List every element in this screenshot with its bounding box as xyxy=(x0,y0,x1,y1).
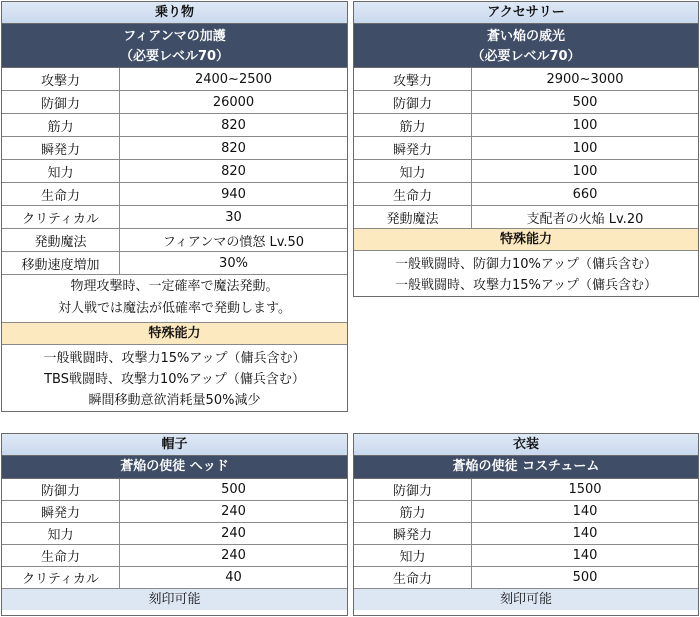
stat-label: クリティカル xyxy=(2,567,120,589)
stat-label: 筋力 xyxy=(354,114,472,137)
accessory-category-header: アクセサリー xyxy=(354,2,698,24)
special-line: 一般戦闘時、攻撃力15%アップ（傭兵含む） xyxy=(43,351,306,366)
ride-note-line: 対人戦では魔法が低確率で発動します。 xyxy=(58,301,291,316)
stat-label: 生命力 xyxy=(354,183,472,206)
costume-category-header: 衣装 xyxy=(354,434,698,456)
stat-value: 100 xyxy=(472,114,699,137)
stat-label: 筋力 xyxy=(2,114,120,137)
stat-value: 140 xyxy=(472,523,699,545)
stat-value: 820 xyxy=(120,114,348,137)
stat-value: 100 xyxy=(472,160,699,183)
special-line: 一般戦闘時、防御力10%アップ（傭兵含む） xyxy=(395,257,657,272)
stat-value: 240 xyxy=(120,501,348,523)
hat-item-name: 蒼焔の使徒 ヘッド xyxy=(2,456,347,479)
stat-value: 100 xyxy=(472,137,699,160)
stat-value: 240 xyxy=(120,545,348,567)
stat-label: 発動魔法 xyxy=(354,206,472,229)
stat-value: 支配者の火焔 Lv.20 xyxy=(472,206,699,229)
stat-label: 攻撃力 xyxy=(2,68,120,91)
stat-row xyxy=(354,91,698,114)
stat-label: 知力 xyxy=(2,160,120,183)
ride-special-header: 特殊能力 xyxy=(2,323,347,345)
costume-item-name: 蒼焔の使徒 コスチューム xyxy=(354,456,698,479)
stat-row xyxy=(354,68,698,91)
stat-row xyxy=(2,68,347,91)
accessory-item-name xyxy=(354,24,698,68)
stat-row xyxy=(2,523,347,545)
stat-value: フィアンマの憤怒 Lv.50 xyxy=(120,229,348,252)
stat-value: 500 xyxy=(120,479,348,501)
stat-row xyxy=(2,183,347,206)
stat-label: 瞬発力 xyxy=(2,137,120,160)
stat-value: 1500 xyxy=(472,479,699,501)
stat-value: 140 xyxy=(472,501,699,523)
stat-row xyxy=(2,479,347,501)
stat-row xyxy=(354,567,698,589)
accessory-special-body xyxy=(354,251,698,296)
stat-row xyxy=(2,229,347,252)
stat-value: 140 xyxy=(472,545,699,567)
stat-label: 筋力 xyxy=(354,501,472,523)
ride-special-body xyxy=(2,345,347,411)
stat-row xyxy=(2,206,347,229)
accessory-panel xyxy=(353,1,699,297)
accessory-item-name-line2: （必要レベル70） xyxy=(471,49,581,64)
stat-label: 防御力 xyxy=(354,479,472,501)
stat-row xyxy=(2,114,347,137)
stat-value: 30% xyxy=(120,252,348,275)
accessory-special-header: 特殊能力 xyxy=(354,229,698,251)
stat-label: 発動魔法 xyxy=(2,229,120,252)
stat-row xyxy=(354,206,698,229)
stat-value: 30 xyxy=(120,206,348,229)
costume-stats-table xyxy=(354,479,698,589)
stat-row xyxy=(354,501,698,523)
stat-value: 940 xyxy=(120,183,348,206)
stat-value: 2900~3000 xyxy=(472,68,699,91)
stat-label: 攻撃力 xyxy=(354,68,472,91)
stat-row xyxy=(2,545,347,567)
ride-category-header: 乗り物 xyxy=(2,2,347,24)
stat-value: 660 xyxy=(472,183,699,206)
stat-row xyxy=(354,183,698,206)
stat-value: 500 xyxy=(472,91,699,114)
stat-label: 生命力 xyxy=(2,545,120,567)
stat-value: 40 xyxy=(120,567,348,589)
stat-label: 瞬発力 xyxy=(354,523,472,545)
stat-value: 2400~2500 xyxy=(120,68,348,91)
costume-engrave-footer: 刻印可能 xyxy=(354,589,698,610)
stat-label: クリティカル xyxy=(2,206,120,229)
ride-panel xyxy=(1,1,348,412)
stat-row xyxy=(2,501,347,523)
stat-label: 防御力 xyxy=(354,91,472,114)
ride-item-name-line2: （必要レベル70） xyxy=(119,49,230,64)
stat-label: 防御力 xyxy=(2,91,120,114)
stat-value: 26000 xyxy=(120,91,348,114)
stat-value: 820 xyxy=(120,137,348,160)
hat-engrave-footer: 刻印可能 xyxy=(2,589,347,610)
stat-row xyxy=(2,252,347,275)
stat-label: 移動速度増加 xyxy=(2,252,120,275)
stat-row xyxy=(2,91,347,114)
stat-label: 瞬発力 xyxy=(354,137,472,160)
stat-label: 瞬発力 xyxy=(2,501,120,523)
ride-item-name xyxy=(2,24,347,68)
stat-row xyxy=(354,545,698,567)
stat-row xyxy=(354,114,698,137)
stat-value: 500 xyxy=(472,567,699,589)
stat-label: 生命力 xyxy=(2,183,120,206)
stat-row xyxy=(354,137,698,160)
stat-row xyxy=(354,523,698,545)
accessory-stats-table xyxy=(354,68,698,229)
hat-panel xyxy=(1,433,348,616)
stat-label: 生命力 xyxy=(354,567,472,589)
stat-row xyxy=(354,479,698,501)
hat-category-header: 帽子 xyxy=(2,434,347,456)
accessory-item-name-line1: 蒼い焔の威光 xyxy=(486,29,565,44)
special-line: TBS戦闘時、攻撃力10%アップ（傭兵含む） xyxy=(44,372,305,387)
ride-stats-table xyxy=(2,68,347,275)
ride-note xyxy=(2,275,347,323)
stat-label: 知力 xyxy=(354,160,472,183)
special-line: 瞬間移動意欲消耗量50%減少 xyxy=(88,393,261,408)
stat-label: 知力 xyxy=(2,523,120,545)
ride-note-line: 物理攻撃時、一定確率で魔法発動。 xyxy=(70,279,279,294)
stat-label: 知力 xyxy=(354,545,472,567)
special-line: 一般戦闘時、攻撃力15%アップ（傭兵含む） xyxy=(395,278,657,293)
stat-value: 820 xyxy=(120,160,348,183)
costume-panel xyxy=(353,433,699,616)
stat-row xyxy=(354,160,698,183)
hat-stats-table xyxy=(2,479,347,589)
stat-row xyxy=(2,567,347,589)
stat-row xyxy=(2,137,347,160)
ride-item-name-line1: フィアンマの加護 xyxy=(123,29,226,44)
stat-row xyxy=(2,160,347,183)
stat-value: 240 xyxy=(120,523,348,545)
stat-label: 防御力 xyxy=(2,479,120,501)
